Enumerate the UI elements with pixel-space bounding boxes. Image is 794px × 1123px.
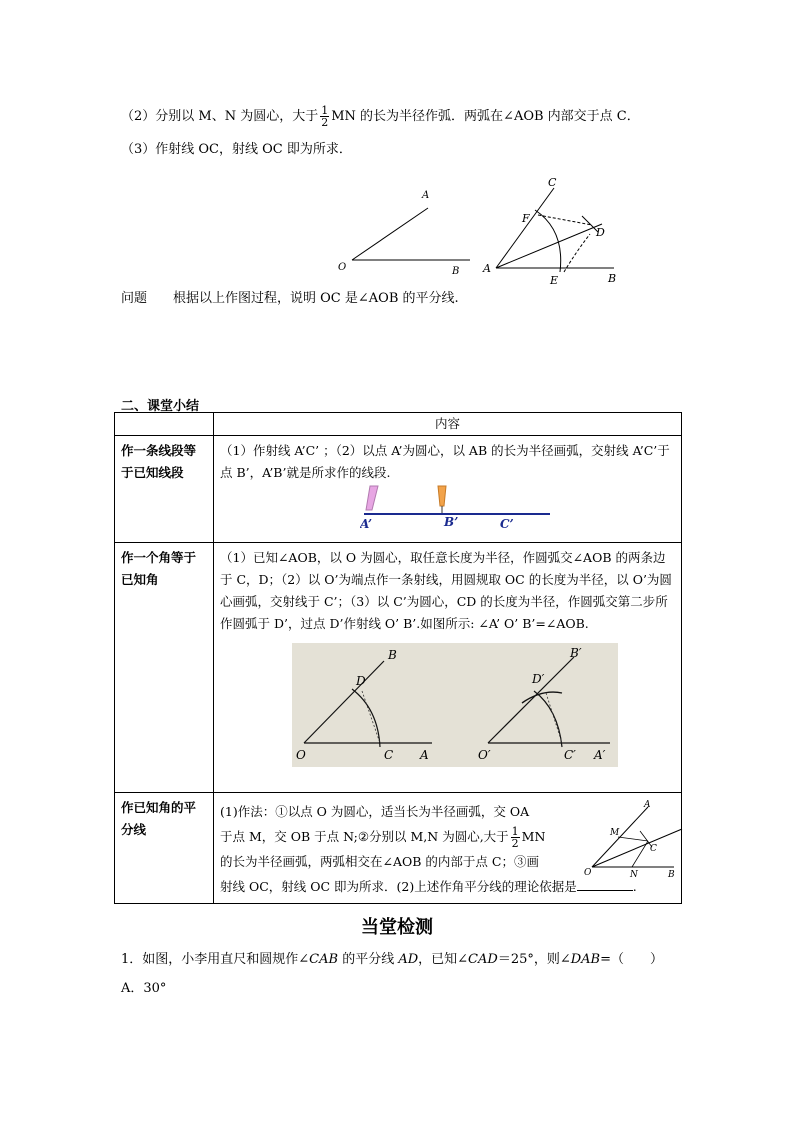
fig2-label-d: D (596, 226, 605, 239)
table-header-row (115, 413, 682, 436)
photo-right-a: A′ (594, 748, 606, 762)
row3-head: 作已知角的平分线 (115, 793, 214, 904)
angle-copy-photo (292, 643, 618, 767)
row1-content (214, 436, 682, 543)
step3-line: （3）作射线 OC，射线 OC 即为所求． (121, 142, 352, 157)
row1-text: （1）作射线 A’C’ ；（2）以点 A’为圆心，以 AB 的长为半径画弧，交射线 A’C’于点 B’，A’B’就是所求作的线段. (220, 443, 670, 480)
row3-line4: 射线 OC，射线 OC 即为所求．(2)上述作角平分线的理论依据是 . (220, 879, 637, 894)
row2-content (214, 543, 682, 793)
table-row (115, 436, 682, 543)
fig2-label-b: B (608, 272, 617, 285)
fig3-label-a: A (644, 800, 651, 810)
fig3-label-o: O (584, 868, 592, 878)
photo-right-o: O′ (478, 748, 491, 762)
row3-line3: 的长为半径画弧，两弧相交在∠AOB 的内部于点 C；③画 (220, 854, 539, 869)
summary-table (114, 412, 682, 904)
fig3-label-m: M (610, 828, 620, 838)
step2-line (121, 105, 640, 128)
row2-head: 作一个角等于已知角 (115, 543, 214, 793)
seg-label-c: C’ (500, 517, 514, 528)
photo-left-c: C (384, 748, 394, 762)
fig3-label-c: C (650, 844, 657, 854)
bisector-figure-3 (582, 797, 686, 881)
row3-line2: 于点 M，交 OB 于点 N;②分别以 M,N 为圆心,大于 $\frac{1}{2}$ MN (220, 825, 546, 850)
fig1-label-b: B (452, 266, 460, 277)
section3-title: 当堂检测 (361, 917, 433, 938)
photo-right-b: B′ (570, 646, 582, 660)
question-text: 根据以上作图过程，说明 OC 是∠AOB 的平分线. (173, 291, 459, 306)
step2-text-a: （2）分别以 M、N 为圆心，大于 (121, 109, 319, 124)
table-row (115, 543, 682, 793)
question1: 1．如图，小李用直尺和圆规作∠CAB 的平分线 AD，已知∠CAD＝25°，则∠DAB=（ ） (121, 952, 664, 967)
photo-left-a: A (420, 748, 429, 762)
step2-fraction: $\frac{1}{2}$ (321, 104, 329, 129)
fig2-label-c: C (548, 176, 557, 189)
step2-text-b: MN 的长为半径作弧．两弧在∠AOB 内部交于点 C． (331, 109, 640, 124)
question-line (121, 290, 459, 308)
table-header-empty (115, 413, 214, 436)
seg-label-b: B’ (444, 515, 459, 528)
fig2-label-a: A (483, 262, 491, 275)
photo-right-d: D′ (532, 672, 545, 686)
angle-figure-1 (330, 180, 490, 280)
photo-left-d: D (356, 674, 366, 688)
photo-right-c: C′ (564, 748, 576, 762)
option-a[interactable]: A．30° (121, 981, 167, 996)
row3-content (214, 793, 682, 904)
table-header-content: 内容 (214, 413, 682, 436)
row1-head: 作一条线段等于已知线段 (115, 436, 214, 543)
fig2-label-e: E (550, 274, 559, 287)
fig1-label-o: O (338, 262, 347, 273)
fig3-label-n: N (630, 870, 638, 880)
fig2-label-f: F (522, 212, 530, 225)
segment-figure (360, 484, 560, 528)
fig3-label-b: B (668, 870, 675, 880)
bisector-figure-2 (480, 172, 630, 288)
question-label: 问题 (121, 291, 148, 306)
seg-label-a: A’ (360, 517, 373, 528)
photo-left-b: B (388, 648, 397, 662)
row2-text: （1）已知∠AOB，以 O 为圆心，取任意长度为半径，作圆弧交∠AOB 的两条边于 C，D；（2）以 O’为端点作一条射线，用圆规取 OC 的长度为半径，以 O’为圆心画弧，交射线于 C’；（3）以 C’为圆心，CD 的长度为半径，作圆弧交第二步所作圆弧于 D’，过点 D’作射线 O’ B’.如图所示: ∠A’ O’ B’=∠AOB. (220, 550, 672, 631)
row3-fraction: $\frac{1}{2}$ (511, 825, 519, 850)
section2-title: 二、课堂小结 (121, 399, 200, 414)
fig1-label-a: A (422, 190, 430, 201)
photo-left-o: O (296, 748, 306, 762)
table-row (115, 793, 682, 904)
row3-line1: (1)作法：①以点 O 为圆心，适当长为半径画弧，交 OA (220, 804, 530, 819)
